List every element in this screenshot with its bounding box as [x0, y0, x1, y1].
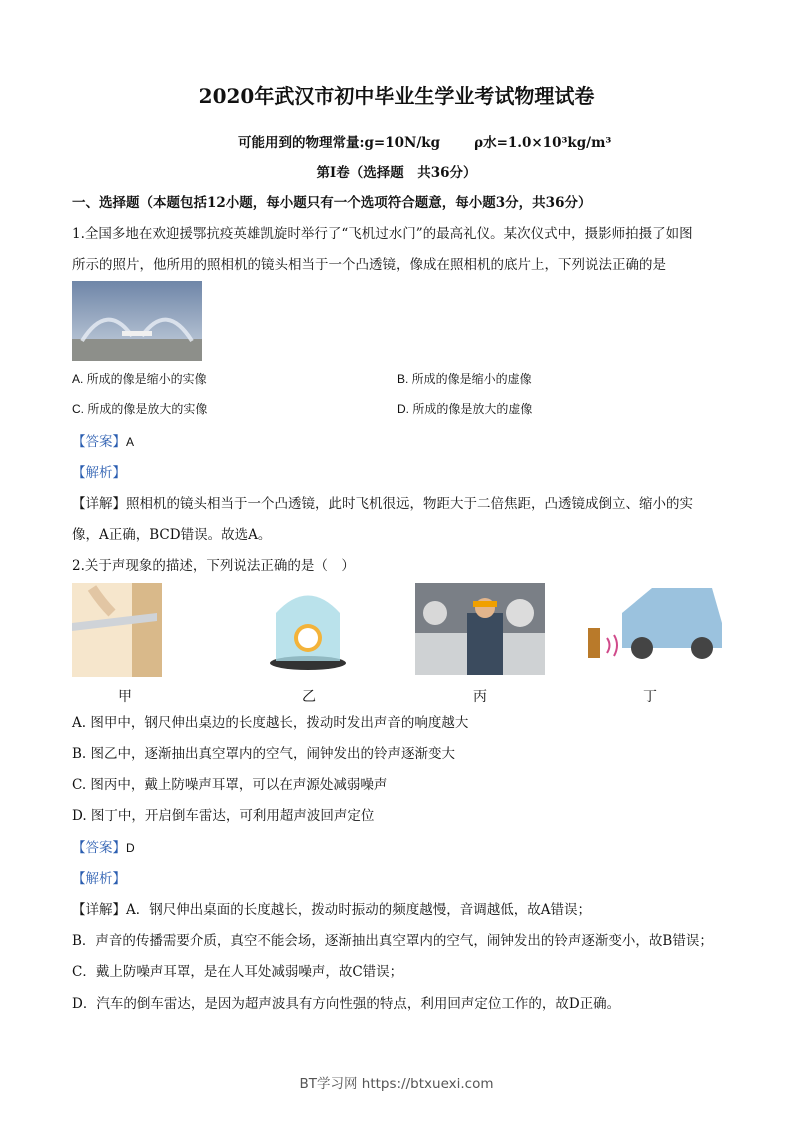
- part-heading: 第I卷（选择题 共36分）: [316, 165, 477, 181]
- q1-option-b: B. 所成的像是缩小的虚像: [397, 372, 532, 386]
- image-label-jia: 甲: [118, 689, 132, 705]
- footer-watermark[interactable]: BT学习网 https://btxuexi.com: [299, 1076, 494, 1092]
- q2-factory-image: [415, 583, 545, 675]
- q1-stem-line: 1.全国多地在欢迎援鄂抗疫英雄凯旋时举行了“飞机过水门”的最高礼仪。某次仪式中，摄影师拍摄了如图: [72, 226, 693, 242]
- constants-label: [238, 131, 611, 151]
- q2-bell-jar-image: [268, 583, 348, 673]
- answer-tag: 【答案】: [72, 840, 126, 856]
- q1-analysis-tag: 【解析】: [72, 465, 126, 481]
- q1-option-a: A. 所成的像是缩小的实像: [72, 372, 207, 386]
- q1-option-d: D. 所成的像是放大的虚像: [397, 402, 533, 416]
- detail-text: 照相机的镜头相当于一个凸透镜，此时飞机很远，物距大于二倍焦距，凸透镜成倒立、缩小的实: [126, 496, 693, 512]
- q1-detail-line: 像，A正确，BCD错误。故选A。: [72, 527, 272, 543]
- q2-detail-line: B．声音的传播需要介质，真空不能会场，逐渐抽出真空罩内的空气，闹钟发出的铃声逐渐变小，故B错误；: [72, 933, 713, 949]
- constants-label-text: 可能用到的物理常量:: [238, 135, 365, 151]
- answer-tag: 【答案】: [72, 434, 126, 450]
- q2-analysis-tag: 【解析】: [72, 871, 126, 887]
- constant-g: g=10N/kg: [364, 135, 441, 151]
- q2-detail-line: D．汽车的倒车雷达，是因为超声波具有方向性强的特点，利用回声定位工作的，故D正确。: [72, 996, 621, 1012]
- q1-answer: [72, 430, 134, 450]
- q2-option-c: C. 图丙中，戴上防噪声耳罩，可以在声源处减弱噪声: [72, 777, 388, 793]
- q2-option-d: D. 图丁中，开启倒车雷达，可利用超声波回声定位: [72, 808, 375, 824]
- section-heading: 一、选择题（本题包括12小题，每小题只有一个选项符合题意，每小题3分，共36分）: [72, 195, 592, 211]
- answer-value: D: [126, 841, 135, 855]
- q1-airplane-photo: [72, 281, 202, 361]
- image-label-bing: 丙: [473, 689, 487, 705]
- q1-option-c: C. 所成的像是放大的实像: [72, 402, 208, 416]
- q2-detail-line: [72, 898, 591, 918]
- q2-stem: 2.关于声现象的描述，下列说法正确的是（ ）: [72, 558, 355, 574]
- image-label-ding: 丁: [643, 689, 657, 705]
- q2-option-b: B. 图乙中，逐渐抽出真空罩内的空气，闹钟发出的铃声逐渐变大: [72, 746, 456, 762]
- detail-tag: 【详解】: [72, 496, 126, 512]
- q2-detail-line: C．戴上防噪声耳罩，是在人耳处减弱噪声，故C错误；: [72, 964, 404, 980]
- answer-value: A: [126, 435, 135, 449]
- q1-stem-line: 所示的照片，他所用的照相机的镜头相当于一个凸透镜，像成在照相机的底片上，下列说法正确的是: [72, 257, 666, 273]
- q1-detail-line: [72, 492, 693, 512]
- image-label-yi: 乙: [302, 689, 316, 705]
- q2-car-radar-image: [582, 583, 722, 673]
- q2-option-a: A. 图甲中，钢尺伸出桌边的长度越长，拨动时发出声音的响度越大: [72, 715, 469, 731]
- detail-tag: 【详解】: [72, 902, 126, 918]
- constant-rho: ρ水=1.0×10³kg/m³: [474, 135, 612, 151]
- q2-answer: [72, 836, 135, 856]
- detail-text: A．钢尺伸出桌面的长度越长，拨动时振动的频度越慢，音调越低，故A错误；: [126, 902, 591, 918]
- page-title: 2020年武汉市初中毕业生学业考试物理试卷: [198, 84, 595, 108]
- q2-ruler-image: [72, 583, 162, 677]
